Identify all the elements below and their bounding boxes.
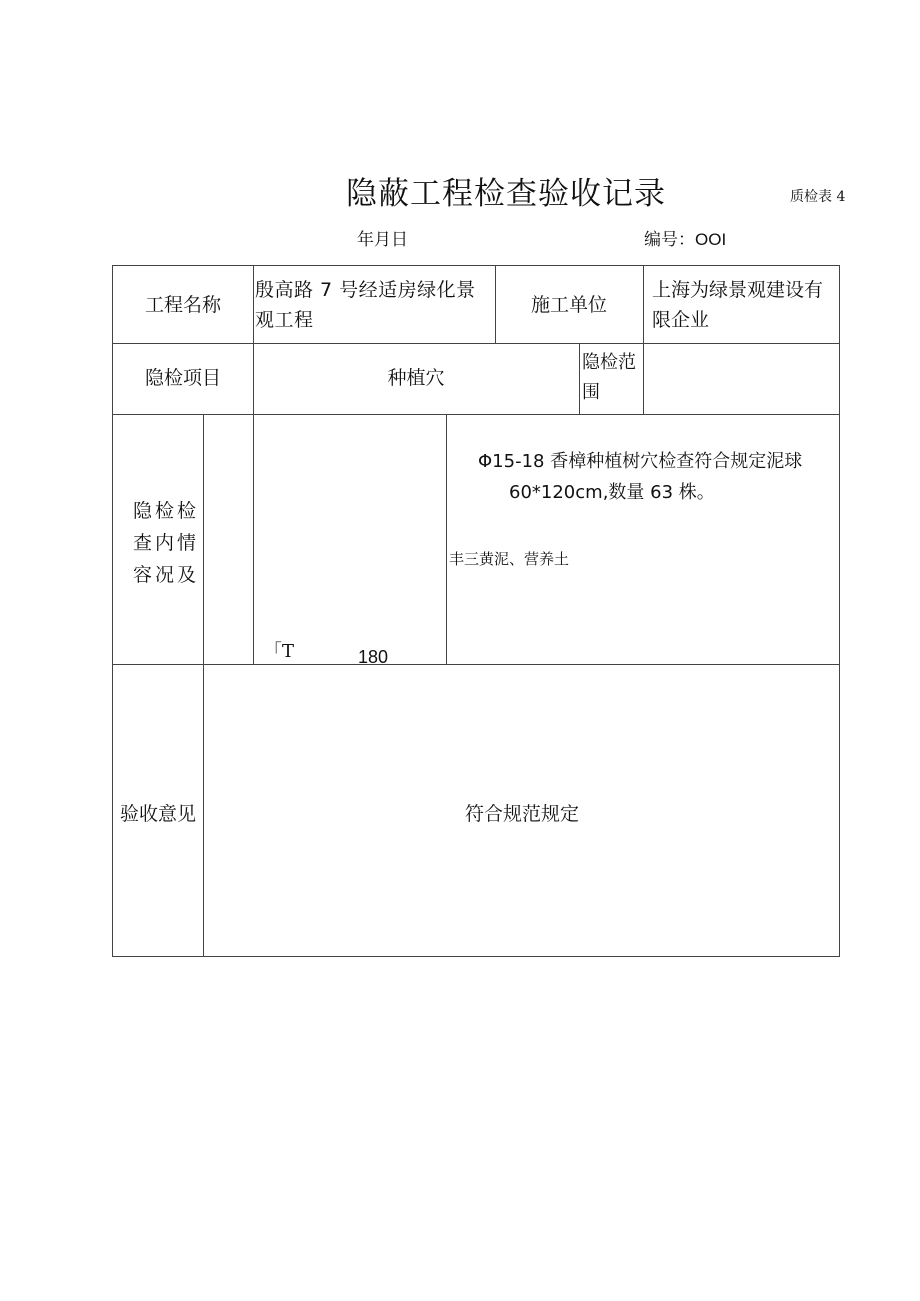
date-label: 年月日	[357, 230, 408, 250]
col-divider	[253, 266, 254, 343]
inspect-item-value: 种植穴	[387, 367, 445, 389]
project-name-value: 殷高路 7 号经适房绿化景观工程	[255, 279, 476, 331]
content-note: 丰三黄泥、营养土	[449, 550, 570, 568]
col-divider	[643, 343, 644, 414]
serial-label: 编号：	[644, 230, 695, 249]
contractor-label: 施工单位	[530, 294, 607, 316]
page-title: 隐蔽工程检查验收记录	[346, 176, 666, 212]
col-divider	[579, 343, 580, 414]
row-divider	[113, 414, 839, 415]
col-divider	[643, 266, 644, 343]
content-line-1: Φ15-18 香樟种植树穴检查符合规定泥球	[478, 451, 803, 472]
form-number: 质检表 4	[790, 189, 846, 205]
row-divider	[113, 343, 839, 344]
col-divider	[253, 414, 254, 664]
col-divider	[446, 414, 447, 664]
serial-number	[644, 225, 726, 250]
sketch-value: 180	[358, 647, 389, 667]
project-name-label: 工程名称	[144, 294, 221, 316]
opinion-value: 符合规范规定	[464, 803, 579, 825]
inspect-item-label: 隐检项目	[144, 367, 221, 389]
opinion-label: 验收意见	[120, 803, 197, 825]
inspect-scope-label: 隐检范围	[582, 352, 636, 403]
content-label: 隐检检查内情容况及	[133, 500, 200, 586]
inspection-table	[112, 265, 840, 957]
row-divider	[113, 664, 839, 665]
content-line-2: 60*120cm,数量 63 株。	[509, 482, 715, 503]
sketch-mark: 「T	[264, 641, 295, 662]
serial-value: OOI	[695, 230, 727, 249]
contractor-value: 上海为绿景观建设有限企业	[652, 279, 824, 331]
